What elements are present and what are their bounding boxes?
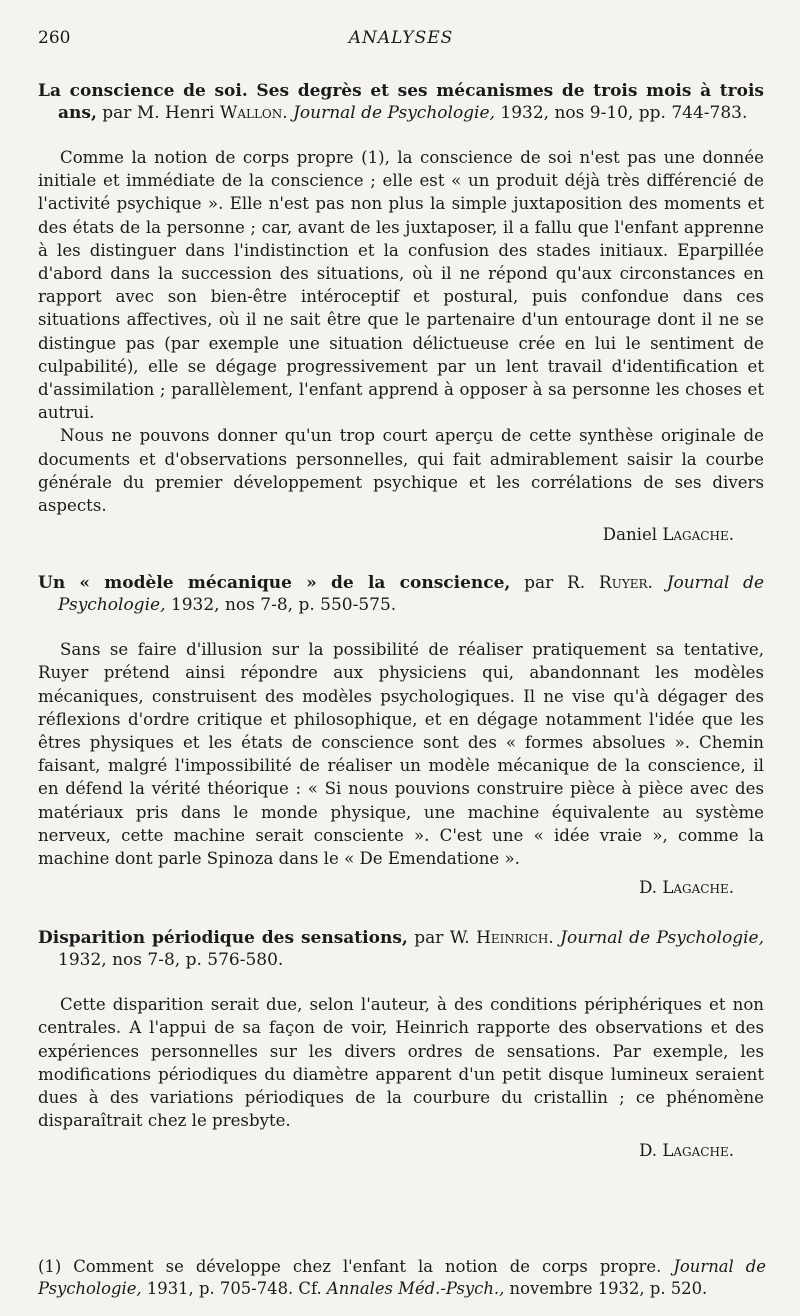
review-by: par R.: [524, 573, 586, 594]
footnote: [38, 1256, 766, 1300]
review-author: Ruyer: [598, 573, 648, 594]
review-paragraph: Sans se faire d'illusion sur la possibilité de réaliser pratiquement sa tentative, Ruyer prétend ainsi répondre aux physiciens qui, abandonnant les modèles mécaniques, construisent des modèles psychologiques. Il ne vise qu'à dégager des réflexions d'ordre critique et philosophique, et en dégage notamment l'idée que les êtres physiques et les états de conscience sont des « formes absolues ». Chemin faisant, malgré l'impossibilité de réaliser un modèle mécanique de la conscience, il en défend la vérité théorique : « Si nous pouvions construire pièce à pièce avec des matériaux pris dans le monde physique, une machine équivalente au système nerveux, cette machine serait consciente ». C'est une « idée vraie », comme la machine dont parle Spinoza dans le « De Emendatione ».: [38, 640, 764, 869]
signature-last: Lagache.: [662, 1140, 734, 1160]
signature-first: D.: [639, 1140, 658, 1160]
review-paragraph: Cette disparition serait due, selon l'auteur, à des conditions périphériques et non centrales. A l'appui de sa façon de voir, Heinrich rapporte des observations et des expériences personnelles sur les divers ordres de sensations. Par exemple, les modifications périodiques du diamètre apparent d'un petit disque lumineux seraient dues à des variations périodiques de la courbure du cristallin ; ce phénomène disparaîtrait chez le presbyte.: [38, 995, 764, 1131]
footnote-journal-2: Annales Méd.-Psych.,: [326, 1279, 505, 1299]
review-wallon: [38, 80, 764, 546]
running-title: ANALYSES: [348, 28, 454, 48]
signature-first: Daniel: [602, 525, 658, 545]
signature-last: Lagache.: [662, 878, 734, 898]
review-author: Heinrich: [476, 928, 549, 949]
review-heading: Disparition périodique des sensations, par W. Heinrich. Journal de Psychologie, 1932, nos 7-8, p. 576-580.: [38, 928, 765, 971]
review-by: par W.: [414, 928, 470, 949]
signature-last: Lagache.: [662, 525, 734, 545]
review-title: La conscience de soi. Ses degrès et ses mécanismes de trois mois à trois ans,: [38, 81, 764, 123]
review-journal: Journal de Psychologie,: [293, 103, 495, 123]
page-number: 260: [38, 28, 71, 48]
review-heading: Un « modèle mécanique » de la conscience, par R. Ruyer. Journal de Psychologie, 1932, nos 7-8, p. 550-575.: [38, 573, 765, 616]
review-journal: Journal de Psychologie,: [58, 573, 765, 616]
review-ref: 1932, nos 9-10, pp. 744-783.: [500, 103, 748, 123]
footnote-ref-2: novembre 1932, p. 520.: [509, 1279, 708, 1299]
signature-first: D.: [639, 878, 658, 898]
footnote-journal: Journal de Psychologie,: [38, 1257, 767, 1299]
review-journal: Journal de Psychologie,: [560, 928, 765, 949]
running-head: [38, 28, 764, 54]
review-author: Wallon: [219, 103, 283, 123]
review-by: par M. Henri: [102, 103, 215, 123]
footnote-ref: 1931, p. 705-748. Cf.: [146, 1279, 322, 1299]
review-title: Disparition périodique des sensations,: [38, 928, 408, 949]
review-heinrich: [38, 927, 764, 1161]
review-signature: [38, 876, 734, 899]
review-title: Un « modèle mécanique » de la conscience,: [38, 573, 511, 594]
review-paragraph: Nous ne pouvons donner qu'un trop court aperçu de cette synthèse originale de documents et d'observations personnelles, qui fait admirablement saisir la courbe générale du premier développement psychique et les corrélations de ses divers aspects.: [38, 426, 764, 516]
review-heading: La conscience de soi. Ses degrès et ses mécanismes de trois mois à trois ans, par M. Henri Wallon. Journal de Psychologie, 1932, nos 9-10, pp. 744-783.: [38, 81, 764, 123]
footnote-text: (1) Comment se développe chez l'enfant la notion de corps propre.: [38, 1257, 662, 1277]
review-ref: 1932, nos 7-8, p. 550-575.: [170, 595, 397, 616]
review-ref: 1932, nos 7-8, p. 576-580.: [58, 950, 284, 971]
review-ruyer: [38, 572, 764, 899]
review-signature: [38, 523, 734, 546]
review-signature: [38, 1139, 734, 1162]
review-paragraph: Comme la notion de corps propre (1), la conscience de soi n'est pas une donnée initiale et immédiate de la conscience ; elle est « un produit déjà très différencié de l'activité psychique ». Elle n'est pas non plus la simple juxtaposition des moments et des états de la personne ; car, avant de les juxtaposer, il a fallu que l'enfant apprenne à les distinguer dans l'indistinction et la confusion des stades initiaux. Eparpillée d'abord dans la succession des situations, où il ne répond qu'aux circonstances en rapport avec son bien-être intéroceptif et postural, puis confondue dans ces situations affectives, où il ne sait être que le partenaire d'un entourage dont il ne se distingue pas (par exemple une situation délictueuse crée en lui le sentiment de culpabilité), elle se dégage progressivement par un lent travail d'identification et d'assimilation ; parallèlement, l'enfant apprend à opposer à sa personne les choses et autrui.: [38, 148, 764, 423]
